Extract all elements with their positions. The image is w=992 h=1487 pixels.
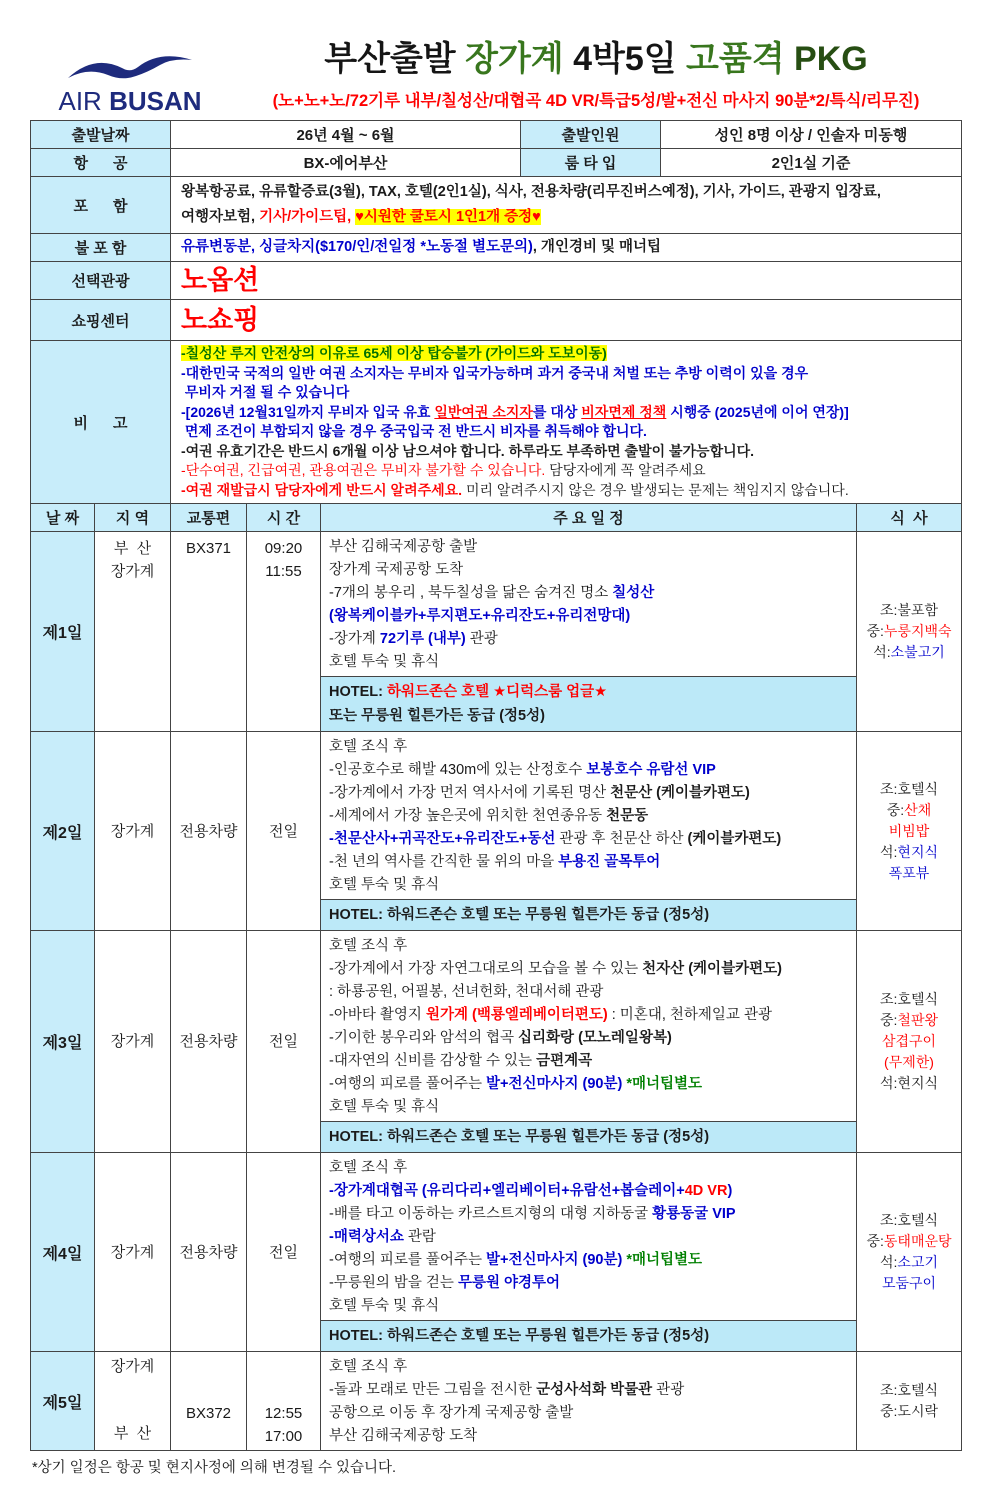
info-line — [181, 180, 881, 205]
itinerary-cell — [321, 532, 857, 731]
info-line — [181, 344, 607, 364]
day-label-cell: 제5일 — [31, 1352, 95, 1450]
text-segment: -인공호수로 해발 430m에 있는 산정호수 — [329, 762, 587, 779]
meal-cell — [857, 732, 961, 930]
meal-line — [880, 1252, 938, 1273]
info-line — [181, 305, 259, 336]
meal-line — [889, 863, 930, 884]
text-segment: 장가계 국제공항 도착 — [329, 562, 464, 579]
document-header — [30, 38, 962, 114]
transport-cell — [171, 532, 247, 731]
itinerary-lines — [321, 732, 856, 899]
time-cell — [247, 532, 321, 731]
itinerary-line — [329, 536, 848, 559]
text-segment: HOTEL: — [329, 684, 387, 701]
footer-note: *상기 일정은 항공 및 현지사정에 의해 변경될 수 있습니다. — [32, 1460, 397, 1477]
text-segment: ) — [727, 1183, 733, 1200]
text-segment: 조:호텔식 — [880, 1382, 938, 1399]
text-segment: 유류변동분, 싱글차지($170/인/전일정 *노동절 별도문의) — [181, 239, 533, 255]
region-line: 장가계 — [110, 1358, 155, 1376]
itinerary-line — [329, 559, 848, 582]
hotel-line — [329, 680, 848, 704]
text-segment: 호텔 투숙 및 휴식 — [329, 877, 440, 894]
text-segment: -장가계 — [329, 631, 380, 648]
time-cell — [247, 931, 321, 1152]
text-segment: 원가계 (백룡엘레베이터편도) — [425, 1007, 608, 1024]
meal-line — [882, 1031, 936, 1052]
day-label-cell: 제1일 — [31, 532, 95, 731]
text-segment: 폭포뷰 — [888, 864, 930, 881]
transport-line: BX372 — [185, 1405, 232, 1423]
header-titles — [230, 38, 962, 111]
text-segment: 72기루 (내부) — [379, 631, 466, 648]
info-label: 출발날짜 — [31, 121, 171, 148]
schedule-header-col-4: 시 간 — [247, 504, 321, 531]
schedule-header-row — [31, 504, 961, 532]
info-value — [171, 177, 961, 233]
hotel-line — [329, 704, 848, 728]
itinerary-line — [329, 958, 848, 981]
itinerary-line — [329, 1295, 848, 1318]
hotel-line — [329, 1125, 848, 1149]
region-line: 부 산 — [113, 540, 152, 558]
text-segment: *매너팁별도 — [622, 1252, 703, 1269]
time-cell — [247, 1352, 321, 1450]
info-value — [171, 234, 961, 261]
meal-line — [880, 989, 938, 1010]
region-line: 장가계 — [110, 563, 155, 581]
meal-cell — [857, 1352, 961, 1450]
info-value — [171, 121, 521, 148]
text-segment: 조:불포함 — [880, 602, 938, 619]
text-segment: -돌과 모래로 만든 그림을 전시한 — [329, 1382, 537, 1399]
itinerary-line — [329, 605, 848, 628]
text-segment: 미리 알려주시지 않은 경우 발생되는 문제는 책임지지 않습니다. — [462, 481, 849, 498]
info-line — [181, 422, 647, 442]
text-segment: 장가계 — [465, 40, 564, 78]
itinerary-line — [329, 759, 848, 782]
info-line — [181, 383, 349, 403]
meal-line — [880, 600, 938, 621]
airbusan-bird-icon — [60, 46, 200, 86]
info-label: 선택관광 — [31, 262, 171, 299]
info-line — [181, 205, 541, 230]
transport-line: 전용차량 — [179, 822, 238, 840]
text-segment: 일반여권 소지자 — [434, 403, 533, 420]
transport-cell — [171, 1352, 247, 1450]
text-segment: 발+전신마사지 (90분) — [485, 1076, 623, 1093]
itinerary-line — [329, 1379, 848, 1402]
text-segment: *매너팁별도 — [622, 1076, 703, 1093]
itinerary-line — [329, 1157, 848, 1180]
text-segment: 또는 무릉원 힐튼가든 동급 (정5성) — [329, 708, 545, 725]
text-segment: 소불고기 — [890, 644, 945, 661]
text-segment: 무비자 거절 될 수 있습니다 — [181, 384, 350, 401]
text-segment: 무릉원 야경투어 — [457, 1275, 561, 1292]
text-segment: -여행의 피로를 풀어주는 — [329, 1252, 486, 1269]
schedule-day-row — [31, 931, 961, 1153]
hotel-line — [329, 903, 848, 927]
text-segment: -대한민국 국적의 일반 여권 소지자는 무비자 입국가능하며 과거 중국내 처벌 또는 추방 이력이 있을 경우 — [181, 364, 809, 381]
text-segment: -대자연의 신비를 감상할 수 있는 — [329, 1053, 537, 1070]
text-segment: 소고기 — [897, 1254, 938, 1271]
info-value — [661, 121, 961, 148]
text-segment: 관광 — [652, 1382, 685, 1399]
info-row-depart — [31, 121, 961, 149]
info-value — [171, 262, 961, 299]
region-cell — [95, 1153, 171, 1351]
itinerary-line — [329, 1402, 848, 1425]
text-segment: -여권 재발급시 담당자에게 반드시 알려주세요. — [181, 481, 463, 498]
itinerary-line — [329, 736, 848, 759]
transport-cell — [171, 1153, 247, 1351]
hotel-info — [321, 676, 856, 731]
text-segment: 석:현지식 — [880, 1075, 938, 1092]
meal-line — [880, 1210, 938, 1231]
itinerary-lines — [321, 1153, 856, 1320]
text-segment: 여행자보험, — [181, 209, 260, 225]
transport-line: 전용차량 — [179, 1243, 238, 1261]
region-line: 부 산 — [113, 1425, 152, 1443]
text-segment: 십리화랑 (모노레일왕복) — [518, 1030, 672, 1047]
text-segment: -천 년의 역사를 간직한 물 위의 마을 — [329, 854, 559, 871]
itinerary-lines — [321, 1352, 856, 1450]
text-segment: -단수여권, 긴급여권, 관용여권은 무비자 불가할 수 있습니다. — [181, 462, 546, 479]
day-label-cell: 제2일 — [31, 732, 95, 930]
text-segment: 철판왕 — [897, 1012, 938, 1029]
meal-line — [880, 1073, 938, 1094]
text-segment: 호텔 투숙 및 휴식 — [329, 1298, 440, 1315]
text-segment: 황룡동굴 VIP — [652, 1206, 736, 1223]
page-title — [230, 38, 962, 81]
text-segment: 조:호텔식 — [880, 991, 938, 1008]
text-segment: : 하룡공원, 어필봉, 선녀헌화, 천대서해 관광 — [329, 984, 604, 1001]
itinerary-line — [329, 851, 848, 874]
text-segment: -무릉원의 밤을 걷는 — [329, 1275, 458, 1292]
info-line — [181, 364, 808, 384]
text-segment: 노옵션 — [181, 265, 260, 295]
text-segment: 4박5일 — [563, 40, 687, 78]
text-segment: 동태매운탕 — [883, 1233, 952, 1250]
text-segment: 시행중 (2025년에 이어 연장)] — [666, 403, 849, 420]
text-segment: 누룽지백숙 — [883, 623, 952, 640]
page-subtitle: (노+노+노/72기루 내부/칠성산/대협곡 4D VR/특급5성/발+전신 마사지 90분*2/특식/리무진) — [272, 91, 920, 110]
text-segment: 호텔 조식 후 — [329, 739, 408, 756]
itinerary-cell — [321, 1153, 857, 1351]
info-table — [30, 120, 962, 504]
text-segment: 호텔 투숙 및 휴식 — [329, 654, 440, 671]
itinerary-line — [329, 582, 848, 605]
info-line — [181, 442, 754, 462]
text-segment: 천자산 (케이블카편도) — [642, 961, 782, 978]
text-segment: 중: — [866, 623, 884, 640]
logo-busan-text: BUSAN — [109, 86, 202, 116]
itinerary-cell — [321, 931, 857, 1152]
schedule-day-row — [31, 532, 961, 732]
text-segment: 부용진 골목투어 — [558, 854, 661, 871]
meal-line — [889, 821, 930, 842]
info-line — [181, 237, 661, 258]
info-row-option — [31, 262, 961, 300]
logo-air-text: AIR — [58, 86, 102, 116]
info-row-note — [31, 341, 961, 504]
text-segment: 중: — [886, 801, 905, 818]
text-segment: : 미혼대, 천하제일교 관광 — [607, 1007, 772, 1024]
time-cell — [247, 732, 321, 930]
hotel-info — [321, 1320, 856, 1351]
info-value — [661, 149, 961, 176]
text-segment: PKG — [784, 40, 868, 78]
text-segment: 석: — [880, 1254, 898, 1271]
text-segment: 호텔 조식 후 — [329, 1160, 408, 1177]
info-line — [181, 461, 706, 481]
text-segment: 칠성산 — [612, 585, 655, 602]
text-segment: BX-에어부산 — [303, 155, 388, 172]
text-segment: 조:호텔식 — [880, 1212, 938, 1229]
meal-cell — [857, 532, 961, 731]
itinerary-line — [329, 1096, 848, 1119]
text-segment: , 개인경비 및 매너팁 — [532, 239, 662, 255]
info-line — [181, 403, 849, 423]
text-segment: 2인1실 기준 — [771, 155, 851, 172]
text-segment: 비빔밥 — [888, 822, 930, 839]
meal-line — [887, 800, 931, 821]
info-label: 출발인원 — [521, 121, 661, 148]
text-segment: 현지식 — [897, 843, 938, 860]
info-label: 항 공 — [31, 149, 171, 176]
itinerary-line — [329, 1249, 848, 1272]
text-segment: -장가계대협곡 (유리다리+엘리베이터+유람선+봅슬레이+ — [329, 1183, 685, 1200]
text-segment: 관람 — [403, 1229, 436, 1246]
schedule-day-row — [31, 1352, 961, 1450]
region-line: 장가계 — [110, 1243, 155, 1261]
time-line: 11:55 — [265, 563, 302, 581]
info-row-shopping — [31, 300, 961, 341]
text-segment: 26년 4월 ~ 6월 — [296, 127, 395, 144]
schedule-table — [30, 504, 962, 1451]
text-segment: 8명 — [747, 127, 771, 144]
schedule-header-col-5: 주 요 일 정 — [321, 504, 857, 531]
schedule-header-col-1: 날 짜 — [31, 504, 95, 531]
schedule-header-col-3: 교통편 — [171, 504, 247, 531]
text-segment: 산채 — [904, 801, 932, 818]
text-segment: 호텔 투숙 및 휴식 — [329, 1099, 440, 1116]
text-segment: 부산 김해국제공항 도착 — [329, 1428, 478, 1445]
meal-line — [866, 621, 951, 642]
time-line: 17:00 — [264, 1428, 303, 1446]
text-segment: -칠성산 루지 안전상의 이유로 65세 이상 탑승불가 (가이드와 도보이동) — [181, 345, 607, 362]
text-segment: 담당자에게 꼭 알려주세요 — [545, 462, 706, 479]
text-segment: 기사/가이드팁, — [259, 209, 356, 225]
text-segment: 군성사석화 박물관 — [536, 1382, 653, 1399]
itinerary-line — [329, 1425, 848, 1448]
text-segment: 부산 김해국제공항 출발 — [329, 539, 478, 556]
day-label-cell: 제3일 — [31, 931, 95, 1152]
itinerary-line — [329, 1226, 848, 1249]
schedule-day-row — [31, 732, 961, 931]
airbusan-logo-text — [30, 88, 230, 114]
text-segment: -장가계에서 가장 자연그대로의 모습을 볼 수 있는 — [329, 961, 643, 978]
day-label-cell: 제4일 — [31, 1153, 95, 1351]
itinerary-line — [329, 874, 848, 897]
meal-line — [880, 1380, 938, 1401]
info-line — [181, 265, 259, 296]
itinerary-line — [329, 981, 848, 1004]
text-segment: 모둠구이 — [881, 1275, 937, 1292]
meal-line — [880, 779, 938, 800]
itinerary-line — [329, 651, 848, 674]
text-segment: -장가계에서 가장 먼저 역사서에 기록된 명산 — [329, 785, 611, 802]
info-value — [171, 300, 961, 340]
info-label: 룸 타 입 — [521, 149, 661, 176]
info-value — [171, 149, 521, 176]
text-segment: 발+전신마사지 (90분) — [485, 1252, 623, 1269]
text-segment: 호텔 조식 후 — [329, 938, 408, 955]
time-line: 전일 — [269, 822, 298, 840]
itinerary-line — [329, 1073, 848, 1096]
text-segment: -[2026년 12월31일까지 무비자 입국 유효 — [181, 403, 435, 420]
text-segment: 관광 후 천문산 하산 — [555, 831, 688, 848]
itinerary-line — [329, 828, 848, 851]
meal-line — [880, 842, 938, 863]
text-segment: (무제한) — [884, 1054, 934, 1071]
hotel-line — [329, 1324, 848, 1348]
text-segment: 호텔 조식 후 — [329, 1359, 408, 1376]
itinerary-line — [329, 1203, 848, 1226]
hotel-info — [321, 899, 856, 930]
text-segment: -여행의 피로를 풀어주는 — [329, 1076, 486, 1093]
meal-line — [866, 1231, 951, 1252]
schedule-header-col-2: 지 역 — [95, 504, 171, 531]
text-segment: 중: — [866, 1233, 884, 1250]
time-line: 09:20 — [264, 540, 303, 558]
airbusan-logo — [30, 38, 230, 114]
text-segment: 삼겹구이 — [881, 1033, 937, 1050]
itinerary-line — [329, 805, 848, 828]
meal-cell — [857, 1153, 961, 1351]
text-segment: 중: — [880, 1012, 898, 1029]
itinerary-line — [329, 1050, 848, 1073]
text-segment: -천문산사+귀곡잔도+유리잔도+동선 — [329, 831, 556, 848]
itinerary-line — [329, 782, 848, 805]
info-label: 불 포 함 — [31, 234, 171, 261]
itinerary-line — [329, 935, 848, 958]
text-segment: 이상 / 인솔자 미동행 — [770, 127, 908, 144]
region-cell — [95, 1352, 171, 1450]
schedule-header-col-6: 식 사 — [890, 510, 928, 528]
text-segment: 왕복항공료, 유류할증료(3월), TAX, 호텔(2인1실), 식사, 전용차량(리무진버스예정), 기사, 가이드, 관광지 입장료, — [181, 184, 881, 200]
text-segment: 고품격 — [686, 40, 785, 78]
region-line: 장가계 — [110, 1033, 155, 1051]
meal-line — [880, 1010, 938, 1031]
itinerary-line — [329, 1027, 848, 1050]
info-line — [181, 481, 849, 501]
info-label: 포 함 — [31, 177, 171, 233]
meal-line — [880, 1401, 938, 1422]
text-segment: -배를 타고 이동하는 카르스트지형의 대형 지하동굴 — [329, 1206, 653, 1223]
itinerary-lines — [321, 931, 856, 1121]
text-segment: 하워드존슨 호텔 ★디럭스룸 업글★ — [387, 684, 608, 701]
transport-cell — [171, 931, 247, 1152]
schedule-body — [31, 532, 961, 1450]
text-segment: 를 대상 — [532, 403, 582, 420]
text-segment: -여권 유효기간은 반드시 6개월 이상 남으셔야 합니다. 하루라도 부족하면 출발이 불가능합니다. — [181, 442, 755, 459]
text-segment: 천문동 — [606, 808, 649, 825]
meal-line — [884, 1052, 934, 1073]
text-segment: 노쇼핑 — [181, 304, 260, 335]
text-segment: HOTEL: 하워드존슨 호텔 또는 무릉원 힐튼가든 동급 (정5성) — [329, 1328, 710, 1345]
text-segment: -기이한 봉우리와 암석의 협곡 — [329, 1030, 519, 1047]
time-line: 12:55 — [264, 1405, 303, 1423]
itinerary-line — [329, 1180, 848, 1203]
text-segment: -7개의 봉우리 , 북두칠성을 닮은 숨겨진 명소 — [329, 585, 613, 602]
text-segment: HOTEL: 하워드존슨 호텔 또는 무릉원 힐튼가든 동급 (정5성) — [329, 907, 710, 924]
region-cell — [95, 732, 171, 930]
text-segment: 비자면제 정책 — [581, 403, 667, 420]
itinerary-cell — [321, 1352, 857, 1450]
transport-line: 전용차량 — [179, 1033, 238, 1051]
text-segment: -매력상서쇼 — [329, 1229, 404, 1246]
text-segment: ♥시원한 쿨토시 1인1개 증정♥ — [355, 209, 541, 225]
text-segment: 석: — [873, 644, 891, 661]
text-segment: 면제 조건이 부합되지 않을 경우 중국입국 전 반드시 비자를 취득해야 합니다. — [181, 423, 647, 440]
text-segment: 관광 — [465, 631, 498, 648]
text-segment: 보봉호수 유람선 VIP — [586, 762, 716, 779]
meal-line — [873, 642, 945, 663]
itinerary-lines — [321, 532, 856, 676]
region-cell — [95, 532, 171, 731]
text-segment: 공항으로 이동 후 장가계 국제공항 출발 — [329, 1405, 574, 1422]
text-segment: 천문산 (케이블카편도) — [610, 785, 750, 802]
itinerary-cell — [321, 732, 857, 930]
meal-cell — [857, 931, 961, 1152]
text-segment: 4D VR — [684, 1183, 728, 1200]
text-segment: 중:도시락 — [880, 1403, 938, 1420]
text-segment: 석: — [880, 843, 898, 860]
time-cell — [247, 1153, 321, 1351]
text-segment: 부산출발 — [324, 40, 466, 78]
meal-line — [882, 1273, 936, 1294]
itinerary-line — [329, 1272, 848, 1295]
info-value — [171, 341, 961, 503]
itinerary-line — [329, 628, 848, 651]
schedule-day-row — [31, 1153, 961, 1352]
text-segment: HOTEL: 하워드존슨 호텔 또는 무릉원 힐튼가든 동급 (정5성) — [329, 1129, 710, 1146]
region-line: 장가계 — [110, 822, 155, 840]
text-segment: 조:호텔식 — [880, 780, 938, 797]
time-line: 전일 — [269, 1243, 298, 1261]
info-row-exclude — [31, 234, 961, 262]
text-segment: -세계에서 가장 높은곳에 위치한 천연종유동 — [329, 808, 607, 825]
text-segment: 성인 — [714, 127, 748, 144]
info-row-airline — [31, 149, 961, 177]
text-segment: 금편계곡 — [536, 1053, 593, 1070]
hotel-info — [321, 1121, 856, 1152]
region-cell — [95, 931, 171, 1152]
info-row-include — [31, 177, 961, 234]
text-segment: (왕복케이블카+루지편도+유리잔도+유리전망대) — [329, 608, 631, 625]
info-label: 쇼핑센터 — [31, 300, 171, 340]
text-segment: -아바타 촬영지 — [329, 1007, 426, 1024]
time-line: 전일 — [269, 1033, 298, 1051]
transport-cell — [171, 732, 247, 930]
text-segment: (케이블카편도) — [687, 831, 782, 848]
info-label: 비 고 — [31, 341, 171, 503]
transport-line: BX371 — [185, 540, 232, 558]
itinerary-line — [329, 1004, 848, 1027]
itinerary-line — [329, 1356, 848, 1379]
